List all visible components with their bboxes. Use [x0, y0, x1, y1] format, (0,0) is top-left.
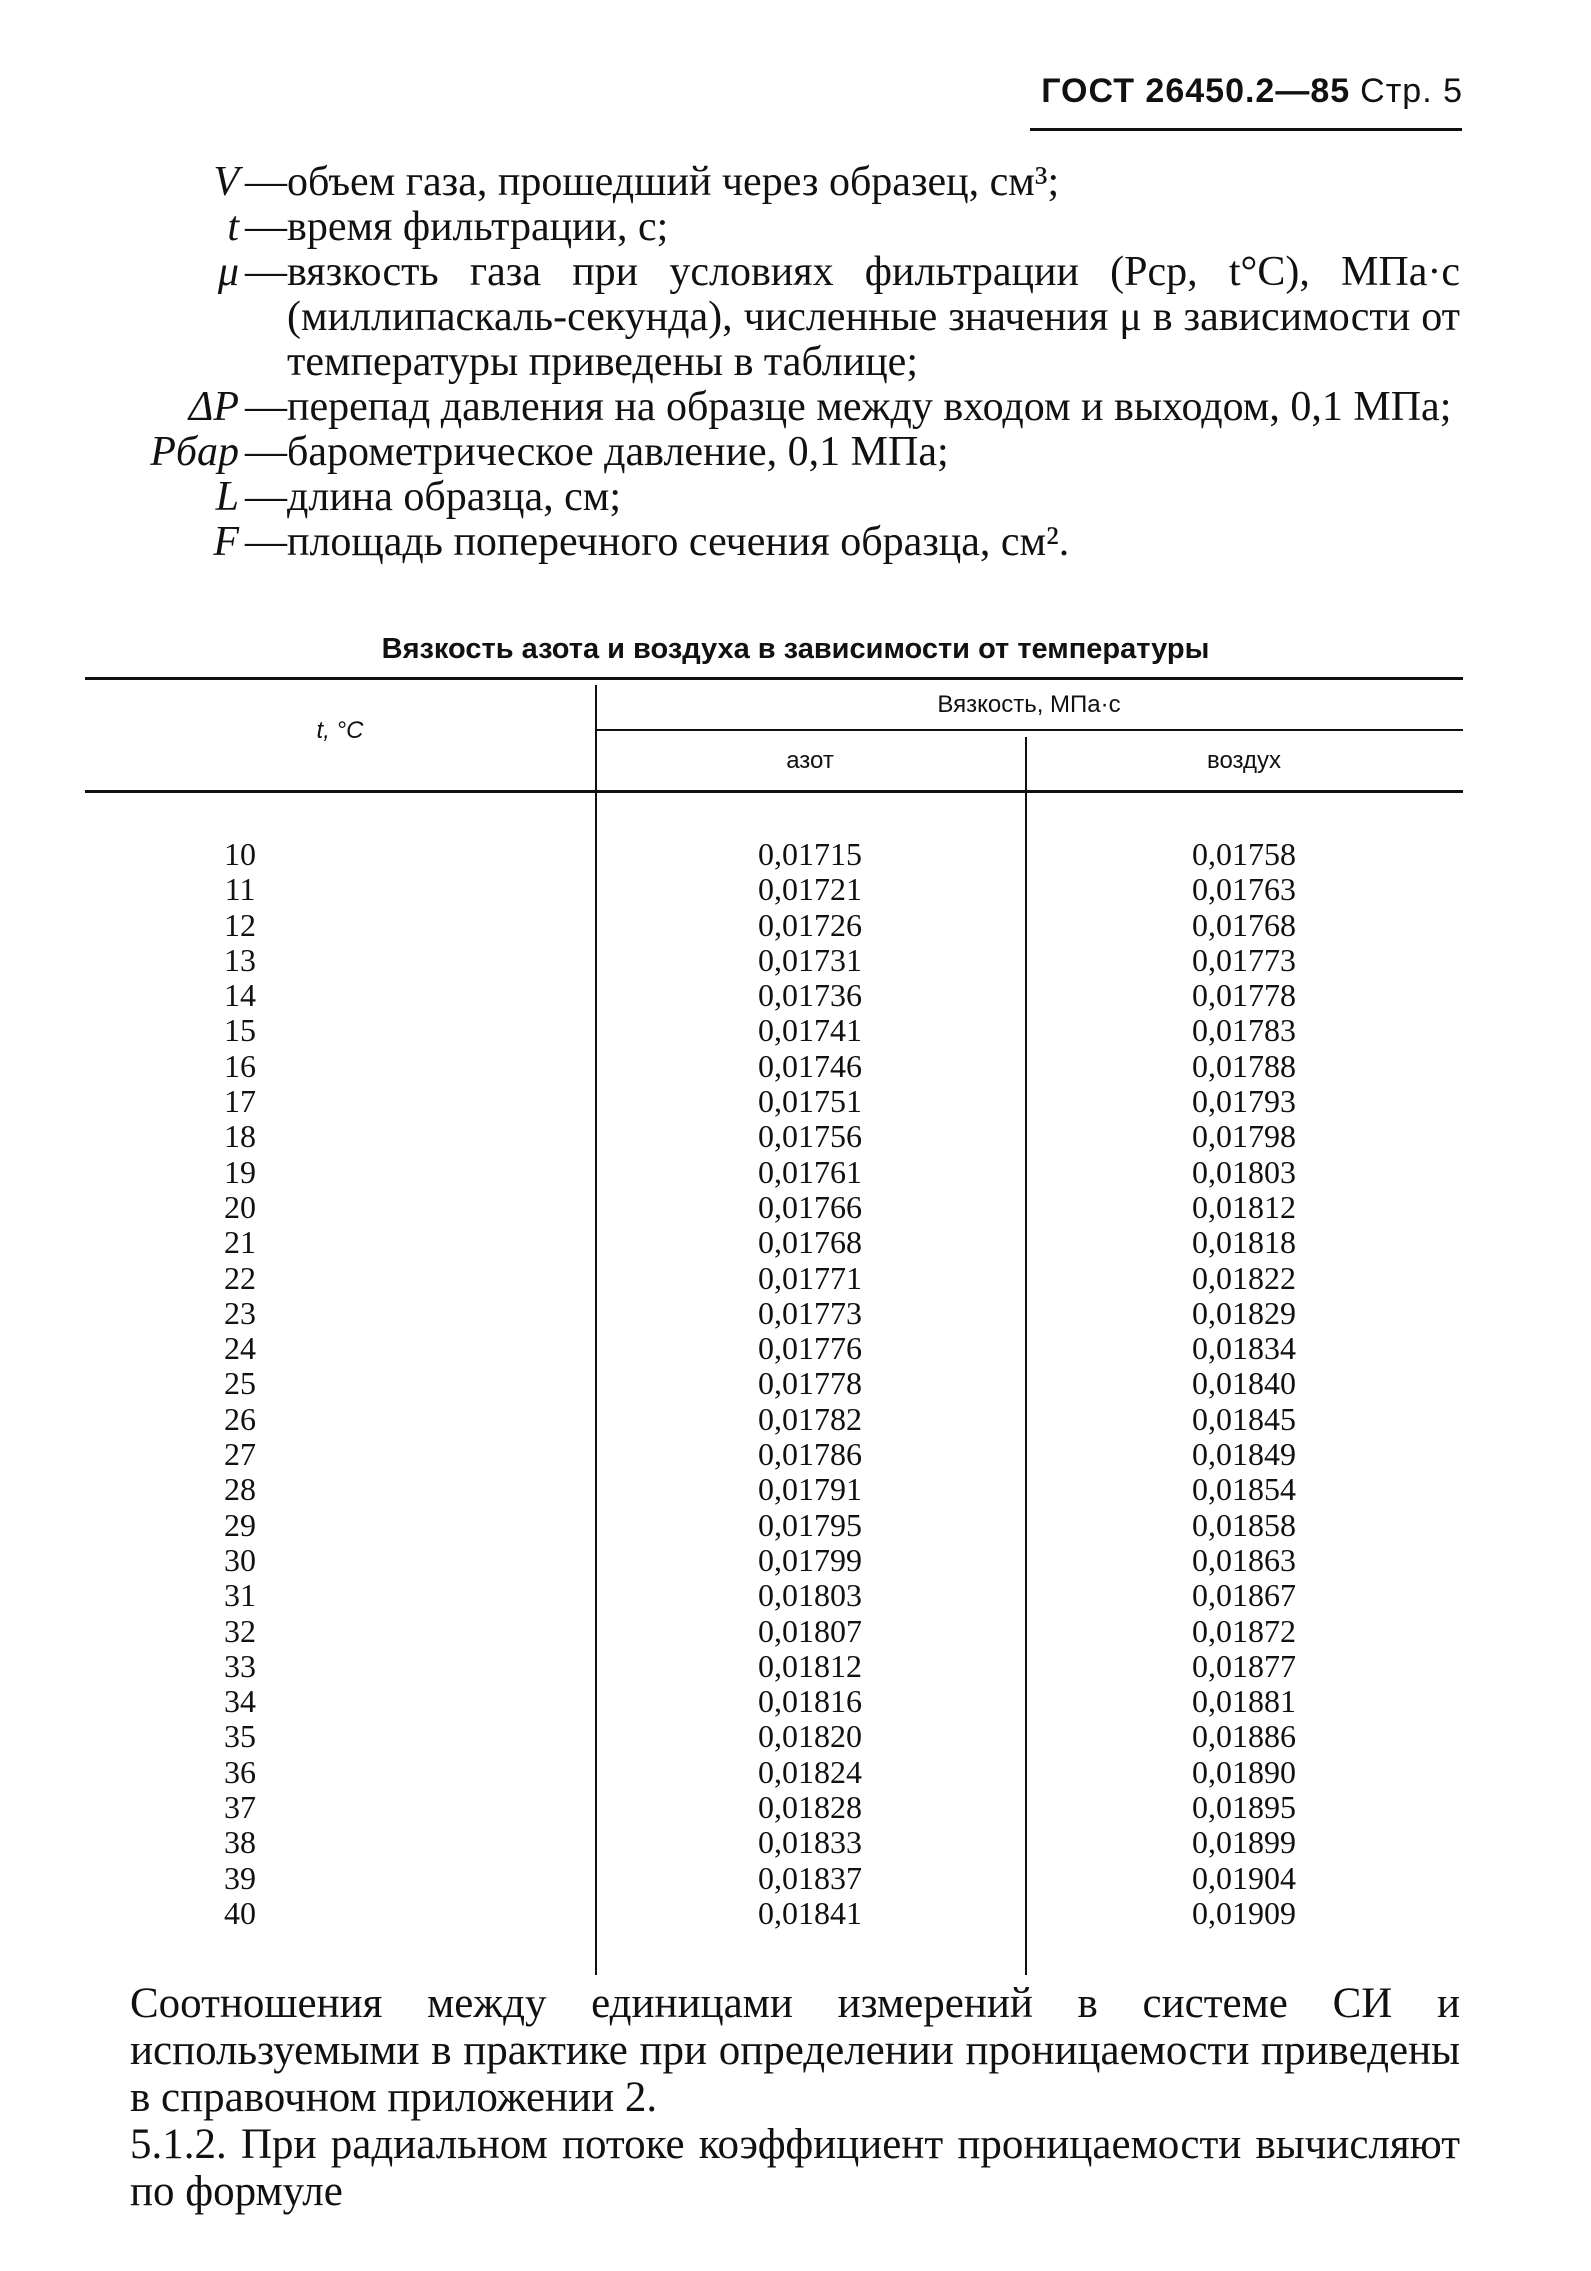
cell-temperature: 24: [224, 1330, 256, 1367]
cell-nitrogen: 0,01766: [758, 1188, 862, 1225]
cell-temperature: 26: [224, 1400, 256, 1437]
cell-air: 0,01858: [1192, 1506, 1296, 1543]
cell-air: 0,01872: [1192, 1612, 1296, 1649]
table-row: [85, 1649, 1463, 1684]
definition-text: длина образца, см;: [287, 474, 622, 520]
cell-air: 0,01854: [1192, 1471, 1296, 1508]
cell-nitrogen: 0,01736: [758, 977, 862, 1014]
table-row: [85, 1119, 1463, 1154]
cell-nitrogen: 0,01773: [758, 1294, 862, 1331]
paragraph-units: Соотношения между единицами измерений в системе СИ и используемыми в практике при определении проницаемости приведены в справочном приложении 2.: [130, 1980, 1460, 2121]
definition-symbol: L: [215, 474, 239, 520]
table-caption: Вязкость азота и воздуха в зависимости от температуры: [381, 633, 1210, 665]
header-rule: [1030, 128, 1462, 131]
definition-dash: —: [245, 384, 287, 430]
definition-item: [110, 205, 1460, 250]
cell-air: 0,01904: [1192, 1859, 1296, 1896]
page-header: [1041, 72, 1463, 111]
cell-nitrogen: 0,01820: [758, 1718, 862, 1755]
cell-nitrogen: 0,01756: [758, 1118, 862, 1155]
definition-text: площадь поперечного сечения образца, см².: [287, 519, 1070, 565]
cell-nitrogen: 0,01726: [758, 906, 862, 943]
group-header-rule: [595, 729, 1463, 731]
cell-temperature: 16: [224, 1047, 256, 1084]
cell-temperature: 35: [224, 1718, 256, 1755]
viscosity-table: [85, 677, 1463, 1977]
definition-dash: —: [245, 519, 287, 565]
table-row: [85, 1155, 1463, 1190]
cell-temperature: 15: [224, 1012, 256, 1049]
cell-temperature: 13: [224, 941, 256, 978]
definition-item: [110, 160, 1460, 205]
cell-temperature: 29: [224, 1506, 256, 1543]
cell-air: 0,01788: [1192, 1047, 1296, 1084]
cell-nitrogen: 0,01837: [758, 1859, 862, 1896]
cell-air: 0,01818: [1192, 1224, 1296, 1261]
cell-nitrogen: 0,01833: [758, 1824, 862, 1861]
cell-nitrogen: 0,01782: [758, 1400, 862, 1437]
cell-air: 0,01803: [1192, 1153, 1296, 1190]
cell-nitrogen: 0,01771: [758, 1259, 862, 1296]
standard-number: ГОСТ 26450.2—85: [1041, 72, 1351, 110]
table-row: [85, 1402, 1463, 1437]
cell-nitrogen: 0,01778: [758, 1365, 862, 1402]
cell-air: 0,01899: [1192, 1824, 1296, 1861]
table-row: [85, 1190, 1463, 1225]
header-nitrogen: азот: [786, 747, 834, 774]
cell-temperature: 21: [224, 1224, 256, 1261]
cell-nitrogen: 0,01828: [758, 1789, 862, 1826]
definition-dash: —: [245, 249, 287, 295]
cell-air: 0,01783: [1192, 1012, 1296, 1049]
table-row: [85, 1578, 1463, 1613]
cell-nitrogen: 0,01807: [758, 1612, 862, 1649]
table-row: [85, 978, 1463, 1013]
cell-temperature: 38: [224, 1824, 256, 1861]
page-number: Стр. 5: [1360, 72, 1463, 110]
table-body: [85, 837, 1463, 1931]
body-text: [130, 1980, 1460, 2215]
table-row: [85, 1331, 1463, 1366]
cell-nitrogen: 0,01721: [758, 871, 862, 908]
table-row: [85, 943, 1463, 978]
cell-nitrogen: 0,01824: [758, 1753, 862, 1790]
cell-air: 0,01798: [1192, 1118, 1296, 1155]
cell-nitrogen: 0,01786: [758, 1436, 862, 1473]
cell-temperature: 36: [224, 1753, 256, 1790]
cell-nitrogen: 0,01746: [758, 1047, 862, 1084]
cell-nitrogen: 0,01799: [758, 1541, 862, 1578]
definition-symbol: ΔP: [188, 384, 239, 430]
table-row: [85, 1755, 1463, 1790]
cell-air: 0,01881: [1192, 1683, 1296, 1720]
cell-temperature: 17: [224, 1083, 256, 1120]
definition-text: время фильтрации, с;: [287, 204, 669, 250]
definition-text: объем газа, прошедший через образец, см³;: [287, 159, 1060, 205]
cell-nitrogen: 0,01741: [758, 1012, 862, 1049]
cell-nitrogen: 0,01795: [758, 1506, 862, 1543]
definition-dash: —: [245, 159, 287, 205]
cell-temperature: 22: [224, 1259, 256, 1296]
cell-temperature: 11: [224, 871, 256, 908]
table-row: [85, 1437, 1463, 1472]
cell-nitrogen: 0,01776: [758, 1330, 862, 1367]
cell-nitrogen: 0,01816: [758, 1683, 862, 1720]
table-row: [85, 1543, 1463, 1578]
cell-temperature: 30: [224, 1541, 256, 1578]
definition-text: барометрическое давление, 0,1 МПа;: [287, 429, 949, 475]
cell-nitrogen: 0,01841: [758, 1894, 862, 1931]
table-row: [85, 1684, 1463, 1719]
cell-temperature: 10: [224, 836, 256, 872]
table-row: [85, 1790, 1463, 1825]
table-row: [85, 908, 1463, 943]
cell-temperature: 40: [224, 1894, 256, 1931]
cell-air: 0,01895: [1192, 1789, 1296, 1826]
cell-air: 0,01840: [1192, 1365, 1296, 1402]
cell-nitrogen: 0,01791: [758, 1471, 862, 1508]
cell-temperature: 28: [224, 1471, 256, 1508]
definition-symbol: V: [213, 159, 239, 205]
table-row: [85, 1614, 1463, 1649]
definition-dash: —: [245, 429, 287, 475]
cell-nitrogen: 0,01812: [758, 1647, 862, 1684]
table-row: [85, 1366, 1463, 1401]
definition-text: перепад давления на образце между входом и выходом, 0,1 МПа;: [287, 384, 1452, 430]
cell-temperature: 39: [224, 1859, 256, 1896]
definition-symbol: μ: [217, 249, 239, 295]
definition-item: [110, 430, 1460, 475]
cell-temperature: 19: [224, 1153, 256, 1190]
definition-dash: —: [245, 204, 287, 250]
header-viscosity-group: Вязкость, МПа·с: [937, 691, 1121, 718]
header-air: воздух: [1206, 747, 1282, 774]
cell-air: 0,01849: [1192, 1436, 1296, 1473]
cell-nitrogen: 0,01731: [758, 941, 862, 978]
table-row: [85, 1225, 1463, 1260]
table-row: [85, 1296, 1463, 1331]
definition-symbol: Pбар: [150, 429, 239, 475]
table-row: [85, 872, 1463, 907]
table-row: [85, 1049, 1463, 1084]
table-row: [85, 1261, 1463, 1296]
paragraph-radial-flow: 5.1.2. При радиальном потоке коэффициент проницаемости вычисляют по формуле: [130, 2121, 1460, 2215]
header-bottom-rule: [85, 790, 1463, 793]
cell-temperature: 23: [224, 1294, 256, 1331]
cell-air: 0,01845: [1192, 1400, 1296, 1437]
definition-symbol: t: [227, 204, 239, 250]
cell-nitrogen: 0,01803: [758, 1577, 862, 1614]
cell-air: 0,01909: [1192, 1894, 1296, 1931]
cell-nitrogen: 0,01715: [758, 836, 862, 872]
cell-air: 0,01812: [1192, 1188, 1296, 1225]
table-row: [85, 837, 1463, 872]
cell-temperature: 14: [224, 977, 256, 1014]
cell-air: 0,01863: [1192, 1541, 1296, 1578]
cell-temperature: 37: [224, 1789, 256, 1826]
table-top-rule: [85, 677, 1463, 680]
table-row: [85, 1084, 1463, 1119]
definition-item: [110, 520, 1460, 565]
cell-air: 0,01890: [1192, 1753, 1296, 1790]
cell-air: 0,01768: [1192, 906, 1296, 943]
table-row: [85, 1896, 1463, 1931]
definition-item: [110, 250, 1460, 385]
table-row: [85, 1472, 1463, 1507]
cell-air: 0,01763: [1192, 871, 1296, 908]
cell-air: 0,01829: [1192, 1294, 1296, 1331]
cell-air: 0,01867: [1192, 1577, 1296, 1614]
definition-item: [110, 385, 1460, 430]
definition-text: вязкость газа при условиях фильтрации (Pср, t°C), МПа·с (миллипаскаль-секунда), численные значения μ в зависимости от температуры приведены в таблице;: [287, 249, 1460, 385]
cell-temperature: 31: [224, 1577, 256, 1614]
cell-temperature: 20: [224, 1188, 256, 1225]
cell-temperature: 25: [224, 1365, 256, 1402]
cell-temperature: 12: [224, 906, 256, 943]
cell-temperature: 33: [224, 1647, 256, 1684]
cell-air: 0,01877: [1192, 1647, 1296, 1684]
cell-temperature: 34: [224, 1683, 256, 1720]
cell-air: 0,01886: [1192, 1718, 1296, 1755]
cell-air: 0,01778: [1192, 977, 1296, 1014]
table-row: [85, 1013, 1463, 1048]
table-row: [85, 1719, 1463, 1754]
table-row: [85, 1861, 1463, 1896]
table-row: [85, 1825, 1463, 1860]
cell-nitrogen: 0,01768: [758, 1224, 862, 1261]
table-row: [85, 1508, 1463, 1543]
cell-temperature: 18: [224, 1118, 256, 1155]
header-temperature: t, °C: [316, 717, 364, 744]
cell-air: 0,01793: [1192, 1083, 1296, 1120]
cell-air: 0,01822: [1192, 1259, 1296, 1296]
cell-temperature: 32: [224, 1612, 256, 1649]
cell-air: 0,01773: [1192, 941, 1296, 978]
cell-air: 0,01834: [1192, 1330, 1296, 1367]
definitions-list: [110, 160, 1460, 565]
cell-nitrogen: 0,01761: [758, 1153, 862, 1190]
cell-temperature: 27: [224, 1436, 256, 1473]
definition-dash: —: [245, 474, 287, 520]
definition-symbol: F: [213, 519, 239, 565]
cell-nitrogen: 0,01751: [758, 1083, 862, 1120]
definition-item: [110, 475, 1460, 520]
cell-air: 0,01758: [1192, 836, 1296, 872]
